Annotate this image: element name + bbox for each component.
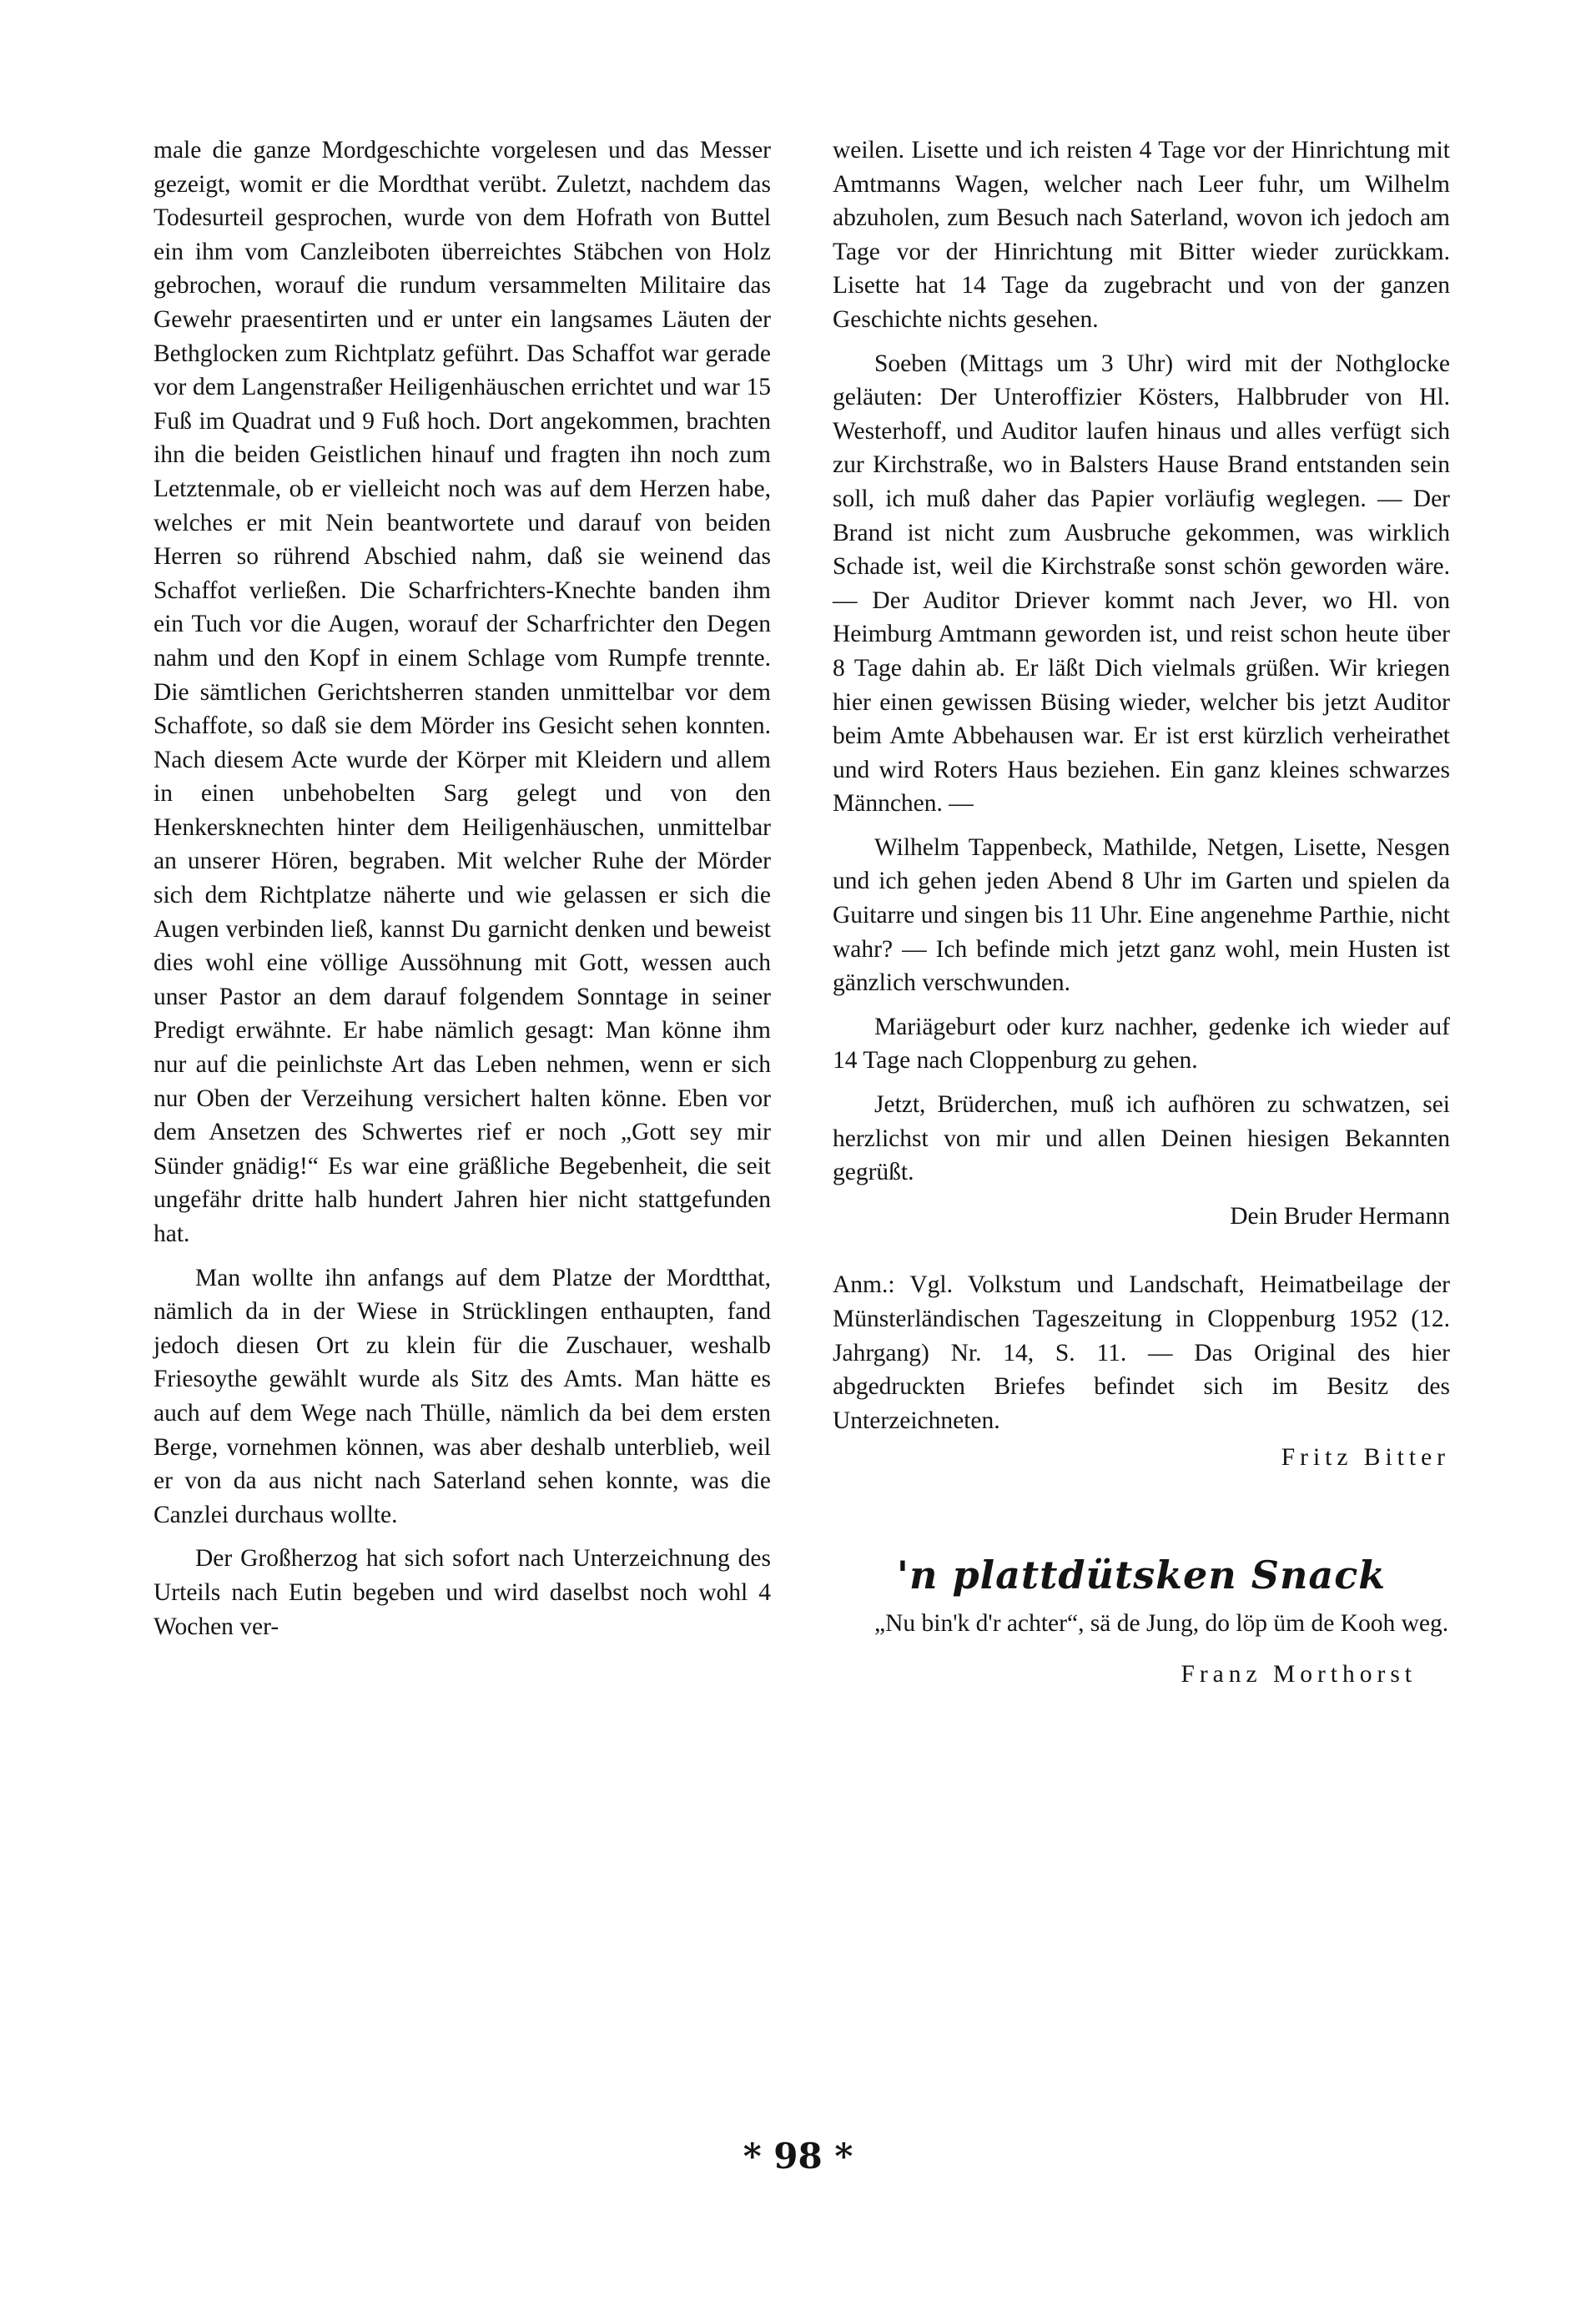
note-signature: Fritz Bitter: [1281, 1444, 1450, 1472]
snack-signature: Franz Morthorst: [1181, 1660, 1417, 1688]
page-number: * 98 *: [743, 2136, 853, 2177]
letter-signature: Dein Bruder Hermann: [1230, 1202, 1450, 1230]
paragraph: Wilhelm Tappenbeck, Mathilde, Netgen, Lisette, Nesgen und ich gehen jeden Abend 8 Uhr im Garten und spielen da Guitarre und singen bis 11 Uhr. Eine angenehme Parthie, nicht wahr? — Ich befinde mich jetzt ganz wohl, mein Husten ist gänzlich verschwunden.: [833, 833, 1450, 997]
snack-title: 'n plattdütsken Snack: [896, 1552, 1387, 1598]
right-column: [833, 133, 1450, 1691]
snack-text: „Nu bin'k d'r achter“, sä de Jung, do löp üm de Kooh weg.: [874, 1609, 1449, 1637]
paragraph: weilen. Lisette und ich reisten 4 Tage vor der Hinrichtung mit Amtmanns Wagen, welcher nach Leer fuhr, um Wilhelm abzuholen, zum Besuch nach Saterland, wovon ich jedoch am Tage vor der Hinrichtung mit Bitter wieder zurückkam. Lisette hat 14 Tage da zugebracht und von der ganzen Geschichte nichts gesehen.: [833, 137, 1450, 333]
paragraph: Jetzt, Brüderchen, muß ich aufhören zu schwatzen, sei herzlichst von mir und allen Deinen hiesigen Bekannten gegrüßt.: [833, 1091, 1450, 1186]
paragraph: Mariägeburt oder kurz nachher, gedenke ich wieder auf 14 Tage nach Cloppenburg zu gehen.: [833, 1013, 1450, 1074]
paragraph: Soeben (Mittags um 3 Uhr) wird mit der Nothglocke geläuten: Der Unteroffizier Kösters, Halbbruder von Hl. Westerhoff, und Auditor laufen hinaus und alles verfügt sich zur Kirchstraße, wo in Balsters Hause Brand entstanden sein soll, ich muß daher das Papier vorläufig weglegen. — Der Brand ist nicht zum Ausbruche gekommen, was wirklich Schade ist, weil die Kirchstraße sonst schön geworden wäre. — Der Auditor Driever kommt nach Jever, wo Hl. von Heimburg Amtmann geworden ist, und reist schon heute über 8 Tage dahin ab. Er läßt Dich vielmals grüßen. Wir kriegen hier einen gewissen Büsing wieder, welcher bis jetzt Auditor beim Amte Abbehausen war. Er ist erst kürzlich verheirathet und wird Roters Haus beziehen. Ein ganz kleines schwarzes Männchen. —: [833, 350, 1450, 818]
left-column: [154, 133, 771, 1653]
paragraph: Der Großherzog hat sich sofort nach Unterzeichnung des Urteils nach Eutin begeben und wird daselbst noch wohl 4 Wochen ver-: [154, 1545, 771, 1640]
paragraph: male die ganze Mordgeschichte vorgelesen und das Messer gezeigt, womit er die Mordthat verübt. Zuletzt, nachdem das Todesurteil gesprochen, wurde von dem Hofrath von Buttel ein ihm vom Canzleiboten überreichtes Stäbchen von Holz gebrochen, worauf die rundum versammelten Militaire das Gewehr praesentirten und er unter ein langsames Läuten der Bethglocken zum Richtplatz geführt. Das Schaffot war gerade vor dem Langenstraßer Heiligenhäuschen errichtet und war 15 Fuß im Quadrat und 9 Fuß hoch. Dort angekommen, brachten ihn die beiden Geistlichen hinauf und fragten ihn noch zum Letztenmale, ob er vielleicht noch was auf dem Herzen habe, welches er mit Nein beantwortete und darauf von beiden Herren so rührend Abschied nahm, daß sie weinend das Schaffot verließen. Die Scharfrichters-Knechte banden ihm ein Tuch vor die Augen, worauf der Scharfrichter den Degen nahm und den Kopf in einem Schlage vom Rumpfe trennte. Die sämtlichen Gerichtsherren standen unmittelbar vor dem Schaffote, so daß sie dem Mörder ins Gesicht sehen konnten. Nach diesem Acte wurde der Körper mit Kleidern und allem in einen unbehobelten Sarg gelegt und von den Henkersknechten hinter dem Heiligenhäuschen, unmittelbar an unserer Hören, begraben. Mit welcher Ruhe der Mörder sich dem Richtplatze näherte und wie gelassen er sich die Augen verbinden ließ, kannst Du garnicht denken und beweist dies wohl eine völlige Aussöhnung mit Gott, wessen auch unser Pastor an dem darauf folgendem Sonntage in seiner Predigt erwähnte. Er habe nämlich gesagt: Man könne ihm nur auf die peinlichste Art das Leben nehmen, wenn er sich nur Oben der Verzeihung versichert halten könne. Eben vor dem Ansetzen des Schwertes rief er noch „Gott sey mir Sünder gnädig!“ Es war eine gräßliche Begebenheit, die seit ungefähr dritte halb hundert Jahren hier nicht stattgefunden hat.: [154, 137, 771, 1247]
editorial-note: Anm.: Vgl. Volkstum und Landschaft, Heimatbeilage der Münsterländischen Tageszeitung in Cloppenburg 1952 (12. Jahrgang) Nr. 14, S. 11. — Das Original des hier abgedruckten Briefes befindet sich im Besitz des Unterzeichneten.: [833, 1271, 1450, 1434]
paragraph: Man wollte ihn anfangs auf dem Platze der Mordtthat, nämlich da in der Wiese in Strücklingen enthaupten, fand jedoch diesen Ort zu klein für die Zuschauer, weshalb Friesoythe gewählt wurde als Sitz des Amts. Man hätte es auch auf dem Wege nach Thülle, nämlich da bei dem ersten Berge, vornehmen können, was aber deshalb unterblieb, weil er von da aus nicht nach Saterland sehen konnte, was die Canzlei durchaus wollte.: [154, 1264, 771, 1528]
